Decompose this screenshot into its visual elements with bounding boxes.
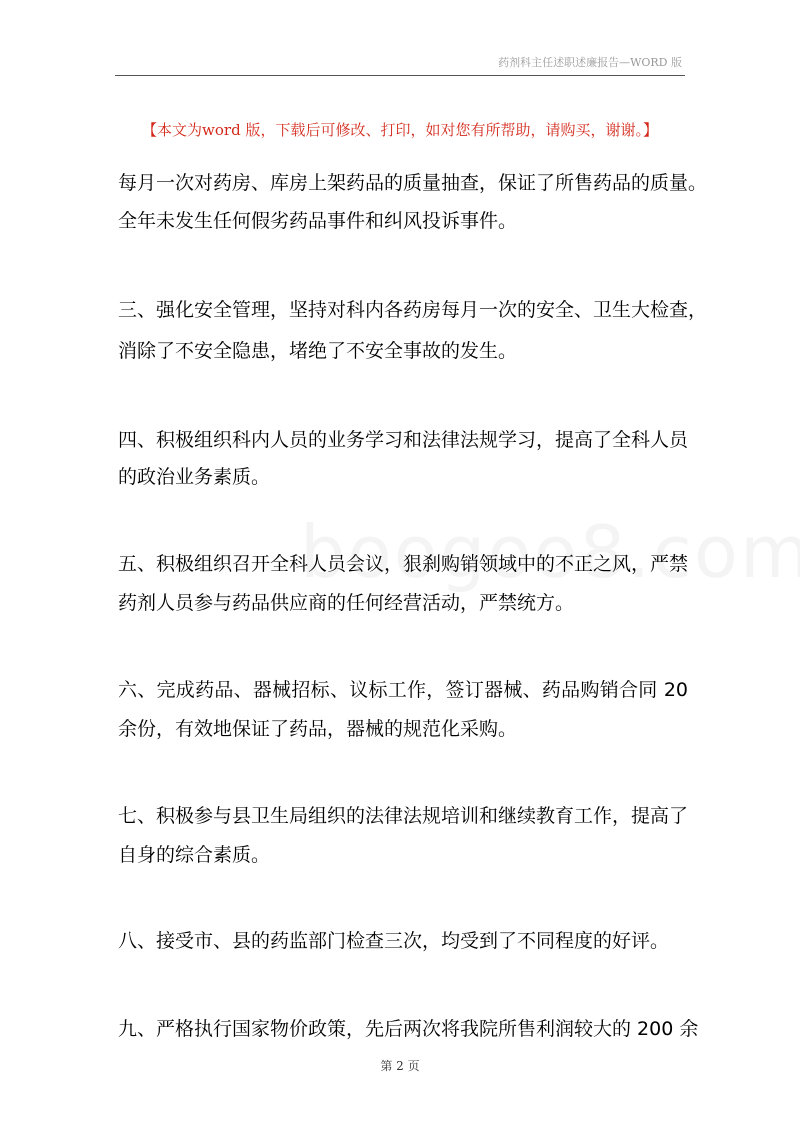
paragraph-line: 五、积极组织召开全科人员会议，狠刹购销领域中的不正之风，严禁 [118,553,689,575]
paragraph-line: 四、积极组织科内人员的业务学习和法律法规学习，提高了全科人员 [118,429,689,451]
download-notice: 【本文为word 版，下载后可修改、打印，如对您有所帮助，请购买，谢谢。】 [142,121,658,139]
paragraph-line: 三、强化安全管理，坚持对科内各药房每月一次的安全、卫生大检查， [118,299,708,321]
paragraph-line: 消除了不安全隐患，堵绝了不安全事故的发生。 [118,340,518,362]
paragraph-line: 自身的综合素质。 [118,844,271,866]
paragraph-line: 六、完成药品、器械招标、议标工作，签订器械、药品购销合同 20 [118,679,688,701]
paragraph-line: 九、严格执行国家物价政策，先后两次将我院所售利润较大的 200 余 [118,1018,699,1040]
paragraph-line: 余份，有效地保证了药品，器械的规范化采购。 [118,718,518,740]
paragraph-line: 的政治业务素质。 [118,466,271,488]
running-header: 药剂科主任述职述廉报告—WORD 版 [498,56,682,69]
header-divider [115,75,685,76]
paragraph-line: 每月一次对药房、库房上架药品的质量抽查，保证了所售药品的质量。 [118,172,708,194]
paragraph-line: 七、积极参与县卫生局组织的法律法规培训和继续教育工作，提高了 [118,805,689,827]
paragraph-line: 药剂人员参与药品供应商的任何经营活动，严禁统方。 [118,592,575,614]
paragraph-line: 八、接受市、县的药监部门检查三次，均受到了不同程度的好评。 [118,930,670,952]
paragraph-line: 全年未发生任何假劣药品事件和纠风投诉事件。 [118,210,518,232]
page-number: 第 2 页 [380,1059,420,1073]
